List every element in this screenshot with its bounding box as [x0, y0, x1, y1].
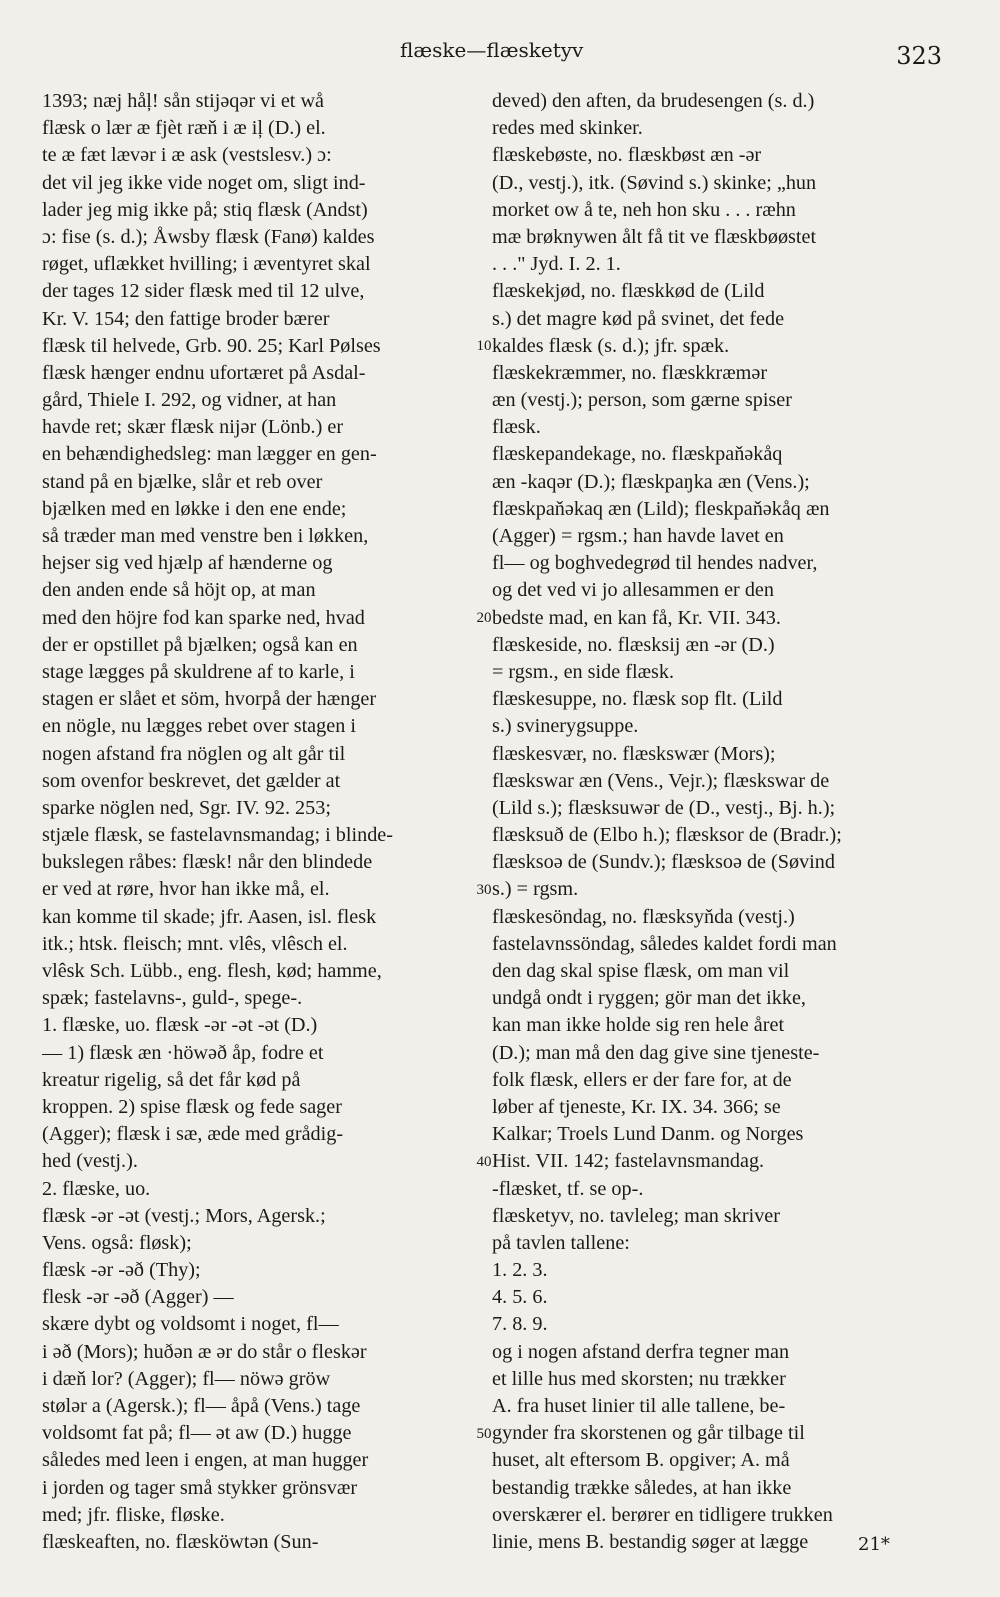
text-line: med; jfr. fliske, fløske. [42, 1503, 225, 1526]
text-line: skære dybt og voldsomt i noget, fl— [42, 1313, 339, 1336]
text-line: kreatur rigelig, så det får kød på [42, 1068, 301, 1091]
text-line: og i nogen afstand derfra tegner man [492, 1340, 790, 1363]
text-line: morket ow å te, neh hon sku . . . ræhn [492, 198, 796, 221]
text-line: æn (vestj.); person, som gærne spiser [492, 389, 792, 412]
text-line: flæskebøste, no. flæskbøst æn -ər [492, 144, 762, 167]
text-line: fastelavnssöndag, således kaldet fordi man [492, 932, 837, 955]
text-line: i dæň lor? (Agger); fl— nöwə gröw [42, 1367, 331, 1390]
text-line: lader jeg mig ikke på; stiq flæsk (Andst) [42, 198, 368, 221]
right-column [492, 88, 918, 1553]
text-line: røget, uflækket hvilling; i æventyret skal [42, 253, 371, 276]
text-line: flæsksoə de (Sundv.); flæsksoə de (Søvind [492, 851, 835, 874]
text-line: Hist. VII. 142; fastelavnsmandag. [492, 1150, 765, 1173]
text-line: en nögle, nu lægges rebet over stagen i [42, 715, 356, 738]
text-line: flæsketyv, no. tavleleg; man skriver [492, 1204, 780, 1227]
text-line: det vil jeg ikke vide noget om, sligt ind- [42, 171, 366, 194]
text-line: flæskekjød, no. flæskkød de (Lild [492, 280, 765, 303]
text-line: folk flæsk, ellers er der fare for, at de [492, 1068, 792, 1091]
text-line: fl— og boghvedegrød til hendes nadver, [492, 552, 818, 575]
text-line: kaldes flæsk (s. d.); jfr. spæk. [492, 334, 730, 357]
text-line: kan man ikke holde sig ren hele året [492, 1014, 785, 1037]
text-line: flæskesöndag, no. flæsksyňda (vestj.) [492, 905, 795, 928]
text-line: således med leen i engen, at man hugger [42, 1449, 369, 1472]
text-line: ɔ: fise (s. d.); Åwsby flæsk (Fanø) kaldes [42, 225, 375, 248]
text-line: flæsk o lær æ fjèt ræň i æ iļ (D.) el. [42, 117, 326, 140]
text-line: så træder man med venstre ben i løkken, [42, 525, 369, 547]
text-line: med den höjre fod kan sparke ned, hvad [42, 606, 365, 629]
text-line: på tavlen tallene: [492, 1231, 630, 1254]
text-line: (D.); man må den dag give sine tjeneste- [492, 1041, 820, 1064]
text-line: voldsomt fat på; fl— ət aw (D.) hugge [42, 1422, 352, 1445]
text-line: der er opstillet på bjælken; også kan en [42, 633, 358, 656]
text-line: flæskepandekage, no. flæskpaňəkåq [492, 443, 783, 466]
text-line: som ovenfor beskrevet, det gælder at [42, 769, 341, 792]
text-line: i əð (Mors); huðən æ ər do står o fleskər [42, 1340, 367, 1363]
line-number: 20 [476, 609, 492, 626]
line-number: 30 [476, 881, 492, 898]
text-line: 4. 5. 6. [492, 1286, 548, 1309]
text-line: løber af tjeneste, Kr. IX. 34. 366; se [492, 1095, 781, 1118]
text-line: 7. 8. 9. [492, 1313, 548, 1336]
text-line: redes med skinker. [492, 117, 643, 140]
text-line: og det ved vi jo allesammen er den [492, 579, 774, 602]
page-number: 323 [896, 42, 942, 70]
text-line: flæsk -ər -əð (Thy); [42, 1259, 201, 1282]
text-line: i jorden og tager små stykker grönsvær [42, 1476, 358, 1499]
text-line: flæskeside, no. flæsksij æn -ər (D.) [492, 633, 775, 656]
text-line: bedste mad, en kan få, Kr. VII. 343. [492, 606, 781, 629]
text-line: et lille hus med skorsten; nu trækker [492, 1367, 786, 1390]
text-line: stølər a (Agersk.); fl— åpå (Vens.) tage [42, 1395, 361, 1417]
text-line: vlêsk Sch. Lübb., eng. flesh, kød; hamme, [42, 960, 382, 982]
text-line: flæsksuð de (Elbo h.); flæsksor de (Bradr.); [492, 824, 842, 847]
text-line: flæsk. [492, 416, 541, 439]
text-line: huset, alt eftersom B. opgiver; A. må [492, 1449, 790, 1472]
text-line: der tages 12 sider flæsk med til 12 ulve, [42, 280, 365, 303]
text-line: Kr. V. 154; den fattige broder bærer [42, 307, 330, 330]
left-column [42, 88, 470, 1553]
line-number: 10 [476, 337, 492, 354]
text-line: er ved at røre, hvor han ikke må, el. [42, 878, 330, 901]
text-line: 1. flæske, uo. flæsk -ər -ət -ət (D.) [42, 1014, 318, 1037]
text-line: = rgsm., en side flæsk. [492, 660, 675, 683]
text-line: den dag skal spise flæsk, om man vil [492, 960, 790, 982]
text-line: gård, Thiele I. 292, og vidner, at han [42, 389, 337, 412]
text-line: flæskeaften, no. flæsköwtən (Sun- [42, 1530, 319, 1553]
text-line: flæskesuppe, no. flæsk sop flt. (Lild [492, 688, 783, 711]
text-line: bestandig trække således, at han ikke [492, 1476, 792, 1499]
text-line: (Agger) = rgsm.; han havde lavet en [492, 525, 784, 547]
text-line: en behændighedsleg: man lægger en gen- [42, 443, 377, 466]
text-line: bukslegen råbes: flæsk! når den blindede [42, 851, 373, 874]
text-line: s.) det magre kød på svinet, det fede [492, 307, 785, 330]
text-line: overskærer el. berører en tidligere trukken [492, 1503, 833, 1526]
text-line: stage lægges på skuldrene af to karle, i [42, 660, 355, 683]
text-line: (Lild s.); flæsksuwər de (D., vestj., Bj. h.); [492, 796, 836, 819]
text-line: itk.; htsk. fleisch; mnt. vlês, vlêsch el. [42, 932, 348, 955]
signature-mark: 21* [858, 1534, 890, 1555]
text-line: te æ fæt lævər i æ ask (vestslesv.) ɔ: [42, 144, 332, 167]
text-line: flæskswar æn (Vens., Vejr.); flæskswar de [492, 769, 830, 792]
text-line: kan komme til skade; jfr. Aasen, isl. flesk [42, 905, 377, 928]
text-line: -flæsket, tf. se op-. [492, 1177, 644, 1200]
text-line: s.) = rgsm. [492, 878, 579, 901]
text-line: bjælken med en løkke i den ene ende; [42, 497, 347, 520]
text-line: deved) den aften, da brudesengen (s. d.) [492, 90, 815, 112]
text-line: flæskpaňəkaq æn (Lild); fleskpaňəkåq æn [492, 497, 830, 520]
text-line: 1. 2. 3. [492, 1259, 548, 1282]
text-line: . . ." Jyd. I. 2. 1. [492, 253, 621, 276]
text-line: — 1) flæsk æn ·höwəð åp, fodre et [42, 1041, 324, 1064]
text-line: havde ret; skær flæsk nijər (Lönb.) er [42, 416, 344, 439]
text-line: spæk; fastelavns-, guld-, spege-. [42, 987, 303, 1010]
text-line: Vens. også: fløsk); [42, 1231, 192, 1254]
text-line: sparke nöglen ned, Sgr. IV. 92. 253; [42, 796, 331, 819]
text-line: flæskesvær, no. flæskswær (Mors); [492, 742, 776, 765]
text-line: flæskekræmmer, no. flæskkræmər [492, 361, 768, 384]
text-line: stjæle flæsk, se fastelavnsmandag; i blinde- [42, 824, 393, 847]
text-line: stagen er slået et söm, hvorpå der hænger [42, 688, 377, 711]
text-line: flæsk -ər -ət (vestj.; Mors, Agersk.; [42, 1204, 326, 1227]
text-line: s.) svinerygsuppe. [492, 715, 639, 738]
text-line: æn -kaqər (D.); flæskpaŋka æn (Vens.); [492, 470, 810, 493]
page-header [0, 30, 1000, 70]
text-line: kroppen. 2) spise flæsk og fede sager [42, 1095, 342, 1118]
text-line: nogen afstand fra nöglen og alt går til [42, 742, 346, 765]
text-line: undgå ondt i ryggen; gör man det ikke, [492, 987, 806, 1010]
text-line: (D., vestj.), itk. (Søvind s.) skinke; „hun [492, 171, 817, 194]
text-line: stand på en bjælke, slår et reb over [42, 470, 323, 493]
text-line: linie, mens B. bestandig søger at lægge [492, 1530, 809, 1553]
text-line: gynder fra skorstenen og går tilbage til [492, 1422, 805, 1445]
line-number: 50 [476, 1425, 492, 1442]
running-title: flæske—flæsketyv [400, 38, 584, 62]
text-line: 2. flæske, uo. [42, 1177, 151, 1200]
text-line: A. fra huset linier til alle tallene, be- [492, 1395, 786, 1417]
text-line: 1393; næj håļ! sån stijəqər vi et wå [42, 90, 325, 112]
text-line: hejser sig ved hjælp af hænderne og [42, 552, 333, 575]
text-line: (Agger); flæsk i sæ, æde med grådig- [42, 1123, 344, 1146]
text-line: flesk -ər -əð (Agger) — [42, 1286, 234, 1309]
text-line: Kalkar; Troels Lund Danm. og Norges [492, 1123, 804, 1146]
text-line: flæsk hænger endnu ufortæret på Asdal- [42, 361, 366, 384]
text-line: mæ brøknywen ålt få tit ve flæskbøøstet [492, 225, 817, 248]
line-number: 40 [476, 1153, 492, 1170]
text-line: flæsk til helvede, Grb. 90. 25; Karl Pølses [42, 334, 381, 357]
text-line: den anden ende så höjt op, at man [42, 579, 316, 602]
text-line: hed (vestj.). [42, 1150, 138, 1173]
